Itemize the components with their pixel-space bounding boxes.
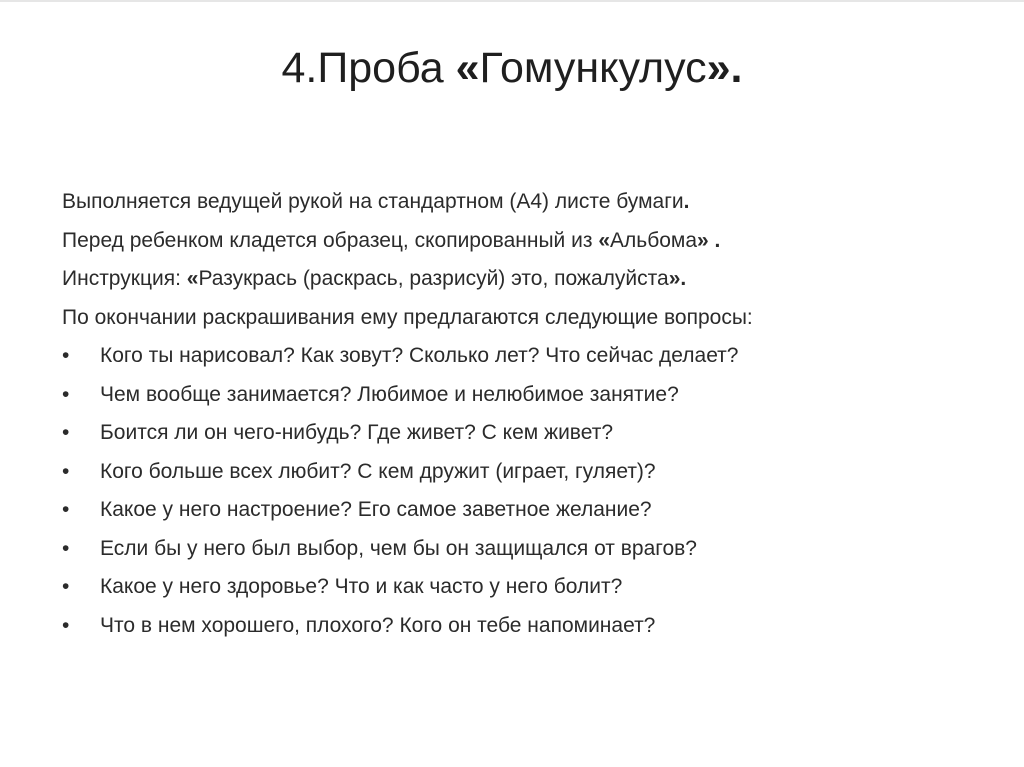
question-item — [62, 607, 982, 646]
question-item — [62, 376, 982, 415]
top-divider — [0, 0, 1024, 2]
question-item — [62, 491, 982, 530]
bullet-icon: • — [62, 459, 70, 483]
question-text: Какое у него настроение? Его самое заветное желание? — [100, 498, 652, 521]
question-text: Если бы у него был выбор, чем бы он защищался от врагов? — [100, 536, 697, 560]
bullet-icon: • — [62, 575, 70, 598]
bullet-icon: • — [62, 344, 70, 367]
question-item — [62, 530, 982, 569]
question-item — [62, 453, 982, 492]
paragraph-3-close-quote: ». — [668, 267, 687, 290]
bullet-icon: • — [62, 421, 70, 444]
question-text: Какое у него здоровье? Что и как часто у него болит? — [100, 575, 623, 598]
paragraph-2-text: Перед ребенком кладется образец, скопированный из — [62, 228, 599, 252]
bullet-icon: • — [62, 382, 70, 406]
title-number: 4.Проба — [281, 44, 456, 92]
question-item — [62, 414, 982, 453]
paragraph-4 — [62, 299, 982, 338]
bullet-icon: • — [62, 613, 70, 637]
paragraph-1-text: Выполняется ведущей рукой на стандартном (А4) листе бумаги — [62, 190, 684, 213]
question-item — [62, 568, 982, 607]
slide-body — [62, 183, 982, 645]
question-text: Кого ты нарисовал? Как зовут? Сколько лет? Что сейчас делает? — [100, 344, 739, 367]
question-text: Кого больше всех любит? С кем дружит (играет, гуляет)? — [100, 459, 656, 483]
title-close-quote: ». — [706, 44, 743, 92]
title-open-quote: « — [455, 44, 480, 92]
title-word: Гомункулус — [479, 44, 707, 92]
question-text: Что в нем хорошего, плохого? Кого он тебе напоминает? — [100, 613, 656, 637]
paragraph-2-open-quote: « — [598, 228, 610, 252]
bullet-icon: • — [62, 498, 70, 521]
paragraph-2 — [62, 222, 982, 261]
paragraph-1 — [62, 183, 982, 222]
paragraph-3-label: Инструкция: — [62, 267, 187, 290]
paragraph-1-bold: . — [683, 190, 690, 213]
question-item — [62, 337, 982, 376]
questions-list — [62, 337, 982, 645]
slide-title — [0, 28, 1024, 108]
paragraph-3-open-quote: « — [186, 267, 199, 290]
bullet-icon: • — [62, 536, 70, 560]
question-text: Чем вообще занимается? Любимое и нелюбимое занятие? — [100, 382, 679, 406]
paragraph-2-close-quote: » . — [697, 228, 721, 252]
question-text: Боится ли он чего-нибудь? Где живет? С кем живет? — [100, 421, 614, 444]
paragraph-4-text: По окончании раскрашивания ему предлагаются следующие вопросы: — [62, 305, 753, 329]
paragraph-3 — [62, 260, 982, 299]
paragraph-2-album: Альбома — [610, 228, 698, 252]
paragraph-3-instruction: Разукрась (раскрась, разрисуй) это, пожалуйста — [198, 267, 669, 290]
